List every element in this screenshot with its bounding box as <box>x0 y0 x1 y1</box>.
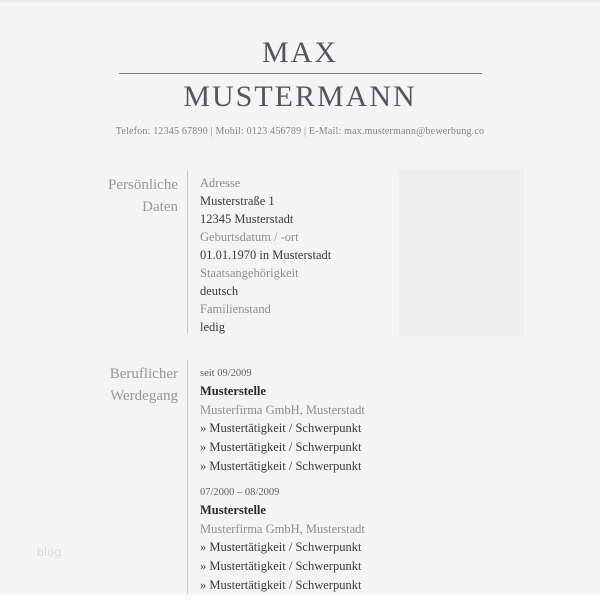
entry-company: Musterfirma GmbH, Musterstadt <box>200 403 365 417</box>
field-value-nationality: deutsch <box>200 284 239 298</box>
field-label-address: Adresse <box>200 176 241 190</box>
career-content <box>200 366 365 595</box>
section-divider-career <box>187 360 188 594</box>
entry-company: Musterfirma GmbH, Musterstadt <box>200 522 365 536</box>
photo-placeholder <box>399 169 524 336</box>
entry-bullet: » Mustertätigkeit / Schwerpunkt <box>200 578 362 592</box>
field-value-city: 12345 Musterstadt <box>200 212 294 226</box>
personal-data-content <box>200 174 331 336</box>
cv-header <box>0 36 600 137</box>
last-name: MUSTERMANN <box>183 80 417 113</box>
section-heading-line: Persönliche <box>108 177 178 193</box>
field-value-birth: 01.01.1970 in Musterstadt <box>200 248 332 262</box>
section-heading-line: Daten <box>142 199 178 215</box>
field-value-street: Musterstraße 1 <box>200 194 275 208</box>
name-divider-line <box>119 73 482 74</box>
entry-bullet: » Mustertätigkeit / Schwerpunkt <box>200 421 362 435</box>
career-entry <box>200 366 365 476</box>
first-name: MAX <box>261 36 338 69</box>
entry-bullet: » Mustertätigkeit / Schwerpunkt <box>200 459 362 473</box>
entry-period: 07/2000 – 08/2009 <box>200 487 280 498</box>
entry-bullet: » Mustertätigkeit / Schwerpunkt <box>200 440 362 454</box>
section-heading-line: Beruflicher <box>109 366 178 382</box>
entry-title: Musterstelle <box>200 384 266 398</box>
blog-watermark: blog <box>37 545 62 559</box>
entry-title: Musterstelle <box>200 503 266 517</box>
contact-line: Telefon: 12345 67890 | Mobil: 0123 456789 | E-Mail: max.mustermann@bewerbung.co <box>115 126 485 137</box>
top-edge-divider <box>0 0 600 2</box>
field-label-marital-status: Familienstand <box>200 302 271 316</box>
section-heading-personal <box>0 174 178 218</box>
entry-bullet: » Mustertätigkeit / Schwerpunkt <box>200 559 362 573</box>
bottom-edge-strip <box>0 594 600 600</box>
career-entry <box>200 485 365 595</box>
field-label-nationality: Staatsangehörigkeit <box>200 266 299 280</box>
entry-bullet: » Mustertätigkeit / Schwerpunkt <box>200 540 362 554</box>
field-value-marital-status: ledig <box>200 320 225 334</box>
entry-period: seit 09/2009 <box>200 368 252 379</box>
section-heading-line: Werdegang <box>110 388 178 404</box>
section-heading-career <box>0 363 178 407</box>
field-label-birth: Geburtsdatum / -ort <box>200 230 299 244</box>
section-divider-personal <box>187 170 188 334</box>
